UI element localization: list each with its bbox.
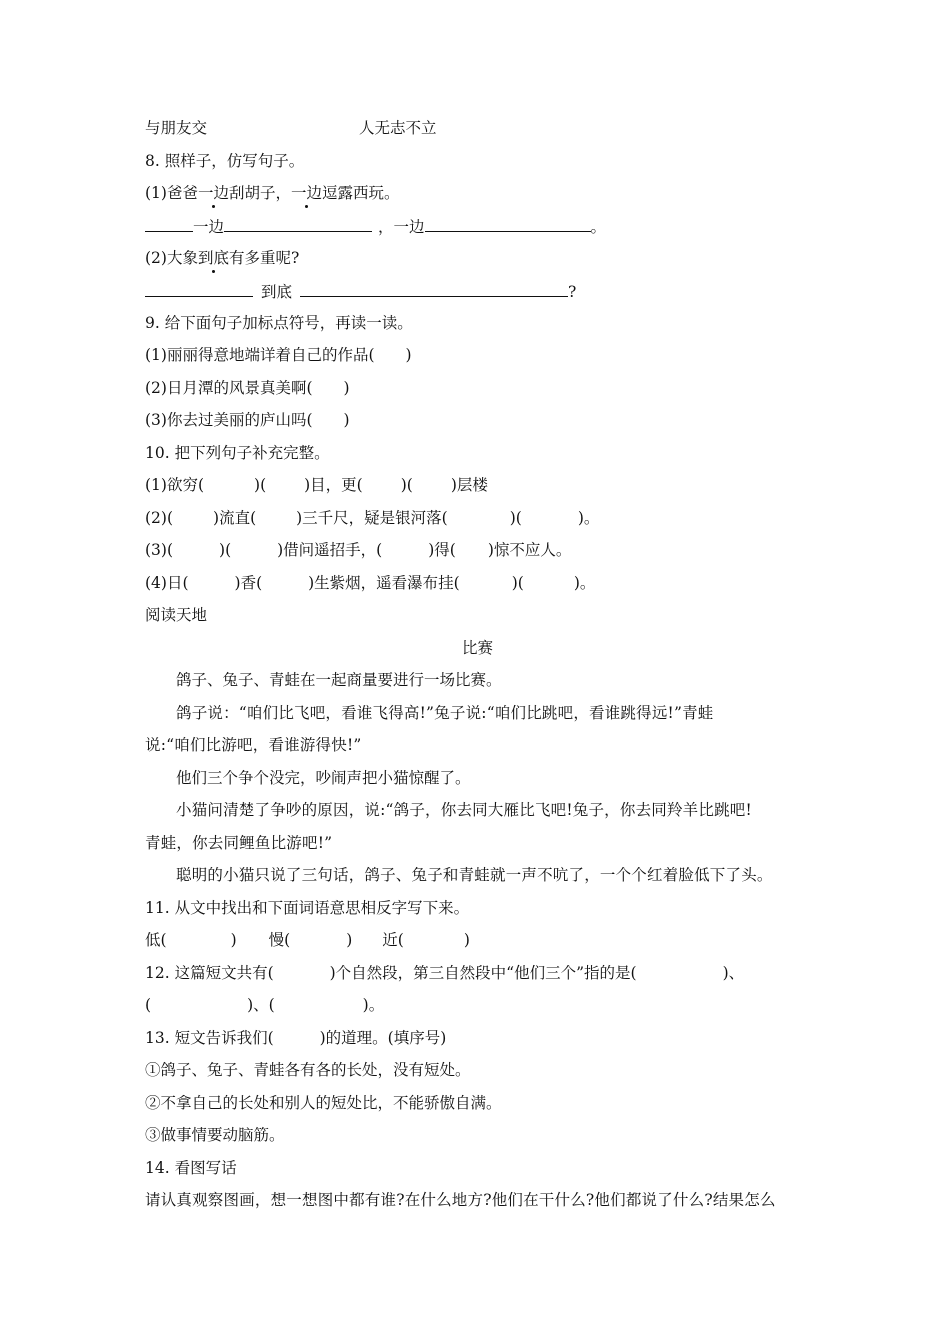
answer-blank[interactable]	[145, 280, 253, 297]
q8-fill-2: 到底 ?	[145, 280, 810, 303]
q9-item-3: (3)你去过美丽的庐山吗( )	[145, 411, 350, 429]
q10-title: 10. 把下列句子补充完整。	[145, 444, 330, 462]
q13-title: 13. 短文告诉我们( )的道理。(填序号)	[145, 1029, 447, 1047]
dotted-word: 一边	[291, 184, 323, 202]
q8-example-2: (2)大象到底有多重呢?	[145, 249, 300, 267]
q10-line-4: (4)日( )香( )生紫烟，遥看瀑布挂( )( )。	[145, 574, 596, 592]
phrase-left: 与朋友交	[145, 119, 208, 137]
q12-line-2: ( )、( )。	[145, 996, 385, 1014]
dotted-word: 到底	[197, 249, 229, 267]
passage-paragraph-3: 他们三个争个没完，吵闹声把小猫惊醒了。	[176, 769, 471, 787]
passage-paragraph-5: 聪明的小猫只说了三句话，鸽子、兔子和青蛙就一声不吭了，一个个红着脸低下了头。	[176, 866, 773, 884]
answer-blank[interactable]	[300, 280, 568, 297]
q9-title: 9. 给下面句子加标点符号，再读一读。	[145, 314, 413, 332]
q10-line-3: (3)( )( )借问遥招手，( )得( )惊不应人。	[145, 541, 572, 559]
q9-item-1: (1)丽丽得意地端详着自己的作品( )	[145, 346, 412, 364]
q11-items: 低( ) 慢( ) 近( )	[145, 931, 470, 949]
q13-option-1: ①鸽子、兔子、青蛙各有各的长处，没有短处。	[145, 1061, 471, 1079]
q12-line-1: 12. 这篇短文共有( )个自然段，第三自然段中“他们三个”指的是( )、	[145, 964, 745, 982]
q13-option-3: ③做事情要动脑筋。	[145, 1126, 285, 1144]
section-heading: 阅读天地	[145, 606, 208, 624]
passage-paragraph-4a: 小猫问清楚了争吵的原因，说:“鸽子，你去同大雁比飞吧!兔子，你去同羚羊比跳吧!	[176, 801, 752, 819]
q14-prompt: 请认真观察图画，想一想图中都有谁?在什么地方?他们在干什么?他们都说了什么?结果怎么	[145, 1191, 776, 1209]
passage-paragraph-2b: 说:“咱们比游吧，看谁游得快!”	[145, 736, 362, 754]
q8-fill-1: 一边 ，一边 。	[145, 215, 810, 238]
q8-example-1: (1)爸爸一边刮胡子，一边逗露西玩。	[145, 184, 400, 202]
q8-title: 8. 照样子，仿写句子。	[145, 152, 305, 170]
q13-option-2: ②不拿自己的长处和别人的短处比，不能骄傲自满。	[145, 1094, 502, 1112]
q11-title: 11. 从文中找出和下面词语意思相反字写下来。	[145, 899, 470, 917]
answer-blank[interactable]	[145, 215, 193, 232]
answer-blank[interactable]	[224, 215, 372, 232]
passage-paragraph-1: 鸽子、兔子、青蛙在一起商量要进行一场比赛。	[176, 671, 502, 689]
q10-line-2: (2)( )流直( )三千尺，疑是银河落( )( )。	[145, 509, 600, 527]
passage-paragraph-4b: 青蛙，你去同鲤鱼比游吧!”	[145, 834, 333, 852]
q14-title: 14. 看图写话	[145, 1159, 237, 1177]
dotted-word: 一边	[197, 184, 229, 202]
q10-line-1: (1)欲穷( )( )目，更( )( )层楼	[145, 476, 488, 494]
phrase-right: 人无志不立	[359, 119, 437, 137]
top-line	[145, 117, 810, 139]
answer-blank[interactable]	[425, 215, 591, 232]
passage-title: 比赛	[461, 639, 493, 657]
passage-paragraph-2a: 鸽子说：“咱们比飞吧，看谁飞得高!”兔子说:“咱们比跳吧，看谁跳得远!”青蛙	[176, 704, 714, 722]
q9-item-2: (2)日月潭的风景真美啊( )	[145, 379, 350, 397]
